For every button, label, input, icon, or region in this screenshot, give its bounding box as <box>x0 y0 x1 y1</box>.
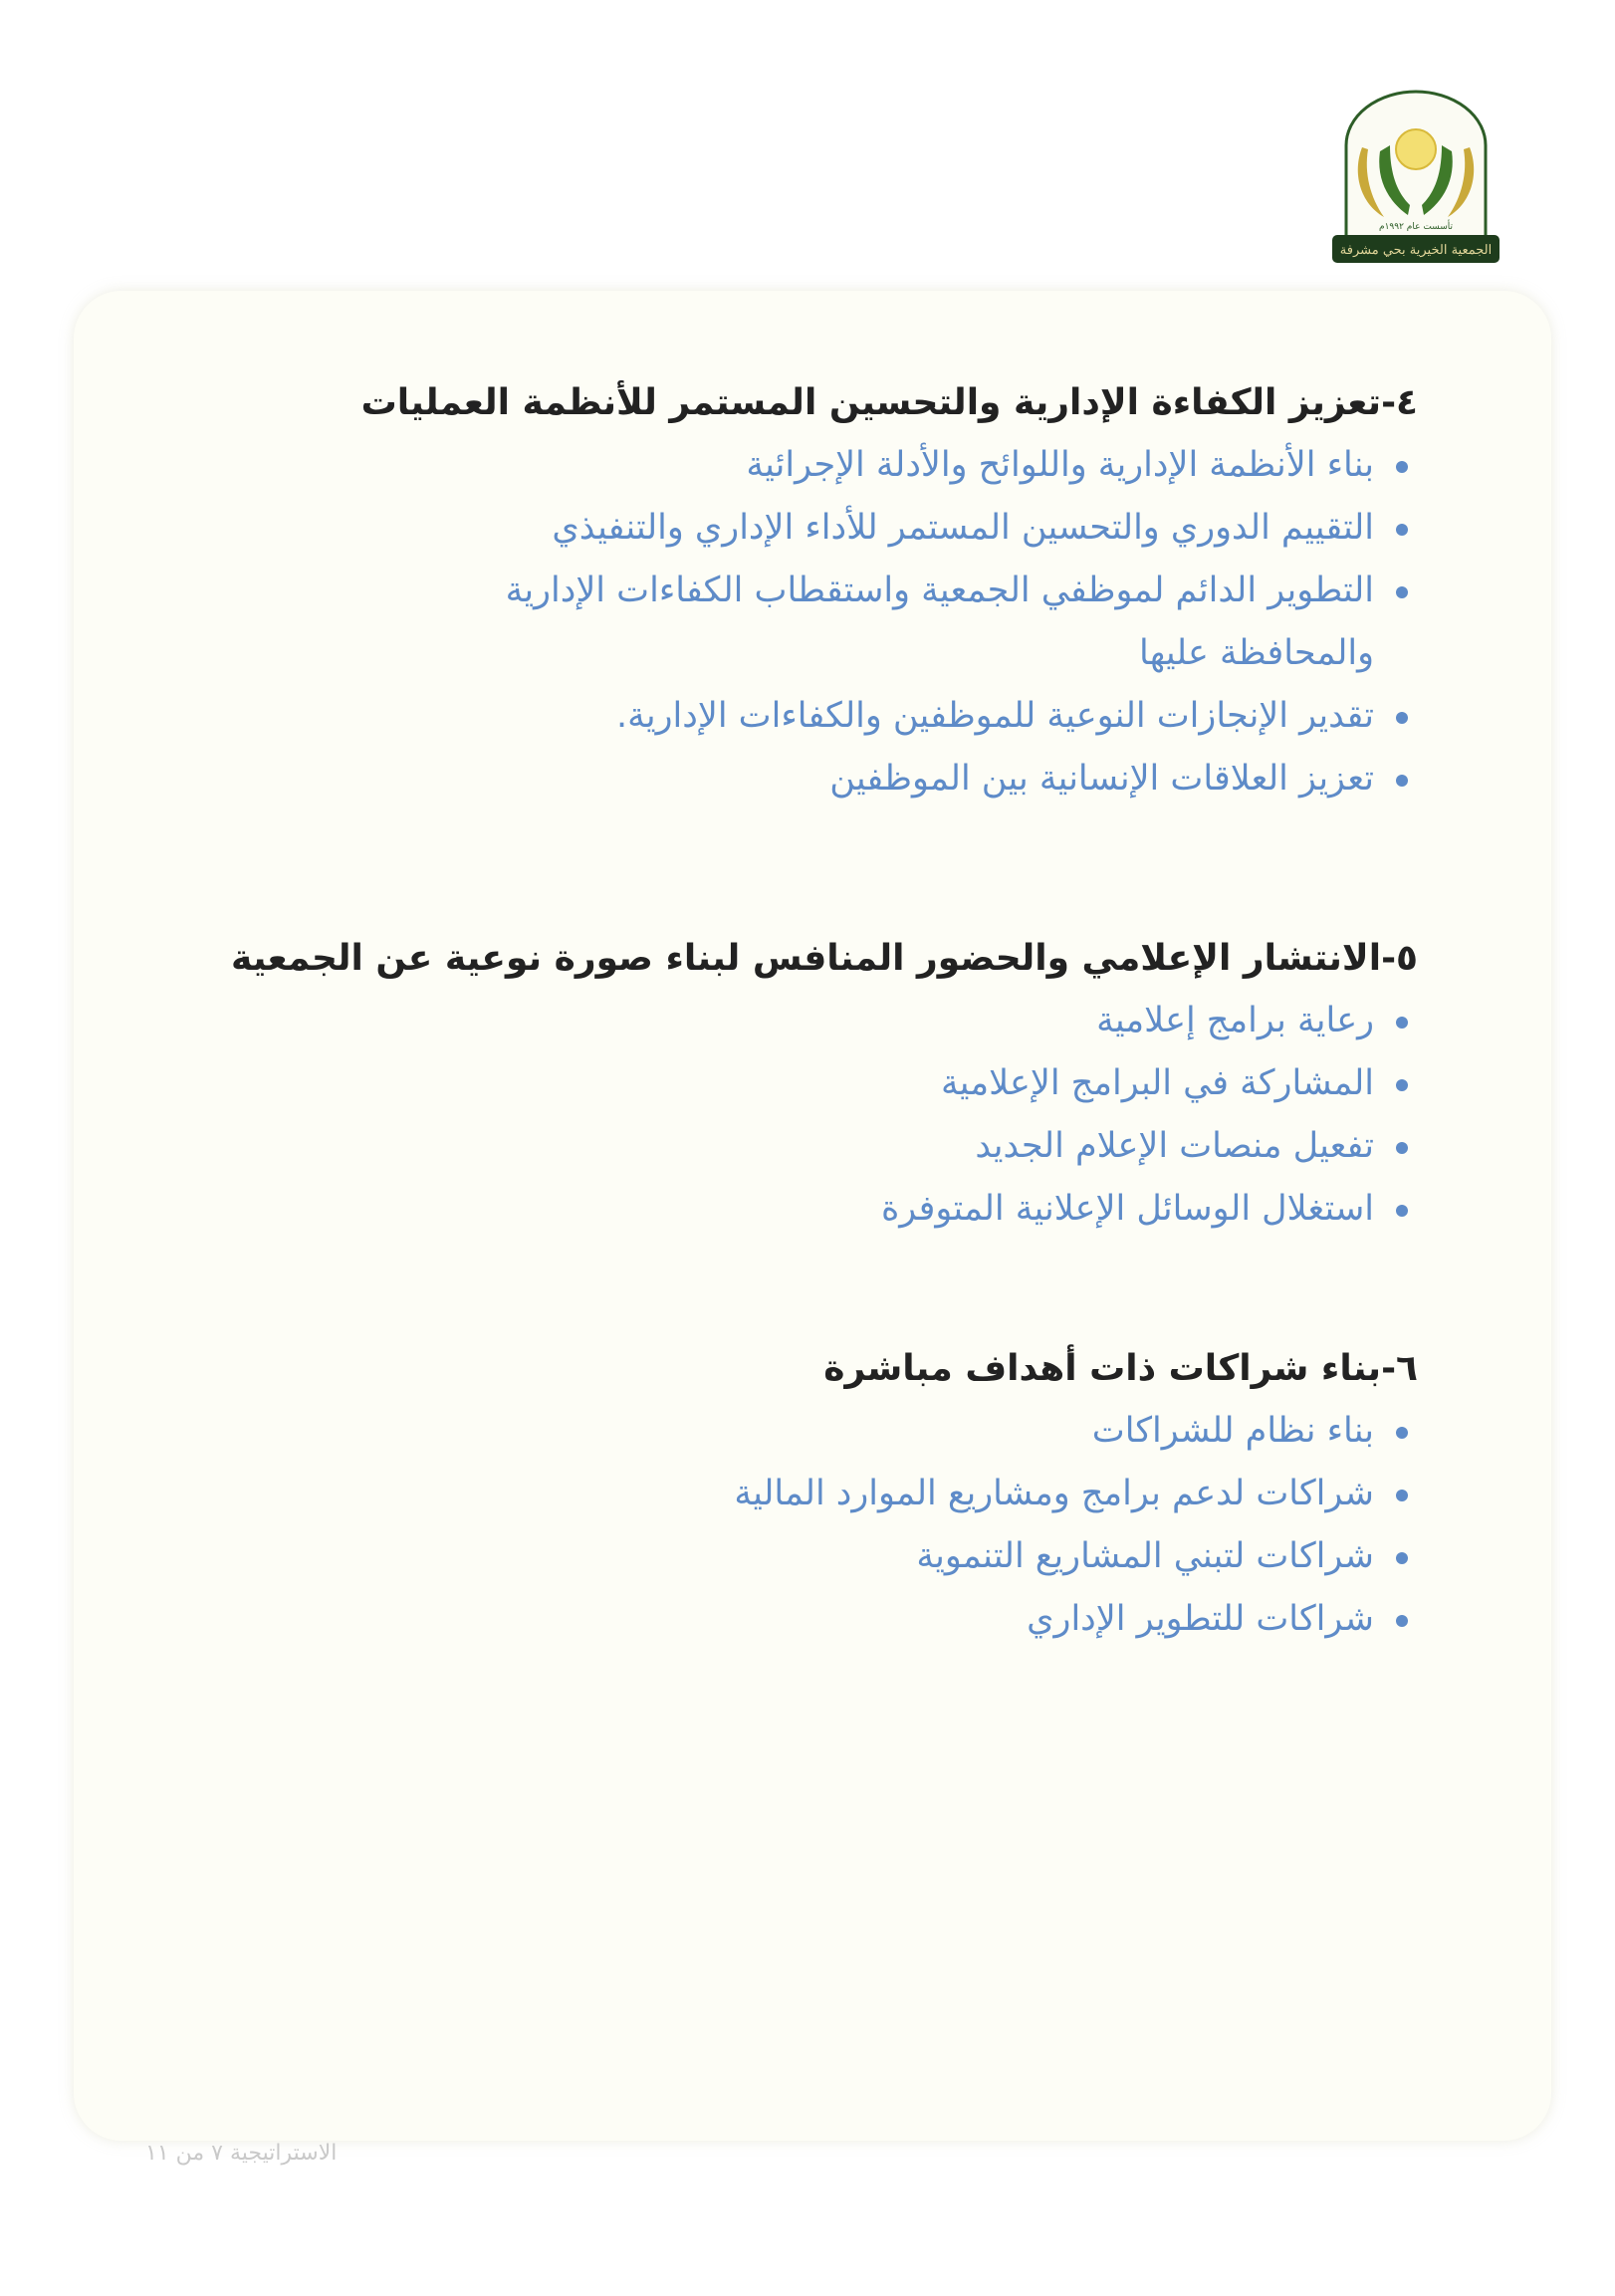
list-item: التقييم الدوري والتحسين المستمر للأداء الإداري والتنفيذي <box>361 497 1374 560</box>
section-heading: ٤-تعزيز الكفاءة الإدارية والتحسين المستمر للأنظمة العمليات <box>360 382 1418 423</box>
section-6 <box>734 1344 1418 1651</box>
list-item: المشاركة في البرامج الإعلامية <box>231 1052 1374 1115</box>
bullet-list <box>231 990 1418 1241</box>
list-item: شراكات لدعم برامج ومشاريع الموارد المالية <box>734 1463 1374 1525</box>
list-item: شراكات للتطوير الإداري <box>734 1588 1374 1651</box>
section-4 <box>361 378 1418 810</box>
bullet-list <box>734 1400 1418 1651</box>
section-heading: ٦-بناء شراكات ذات أهداف مباشرة <box>823 1348 1418 1389</box>
list-item: تعزيز العلاقات الإنسانية بين الموظفين <box>361 748 1374 810</box>
list-item: رعاية برامج إعلامية <box>231 990 1374 1052</box>
page-footer: الاستراتيجية ٧ من ١١ <box>145 2141 338 2166</box>
list-item: تفعيل منصات الإعلام الجديد <box>231 1115 1374 1178</box>
list-item: بناء نظام للشراكات <box>734 1400 1374 1463</box>
logo-top-text: تأسست عام ١٩٩٢م <box>1379 222 1453 232</box>
organization-logo <box>1330 88 1501 267</box>
logo-bottom-text: الجمعية الخيرية بحي مشرفة <box>1339 243 1493 258</box>
list-item: تقدير الإنجازات النوعية للموظفين والكفاءات الإدارية. <box>361 685 1374 748</box>
bullet-list <box>361 434 1418 810</box>
section-5 <box>231 934 1418 1241</box>
list-item: بناء الأنظمة الإدارية واللوائح والأدلة الإجرائية <box>361 434 1374 497</box>
list-item: شراكات لتبني المشاريع التنموية <box>734 1525 1374 1588</box>
section-heading: ٥-الانتشار الإعلامي والحضور المنافس لبناء صورة نوعية عن الجمعية <box>231 938 1418 979</box>
list-item: استغلال الوسائل الإعلانية المتوفرة <box>231 1178 1374 1241</box>
list-item: التطوير الدائم لموظفي الجمعية واستقطاب الكفاءات الإدارية والمحافظة عليها <box>480 560 1374 685</box>
